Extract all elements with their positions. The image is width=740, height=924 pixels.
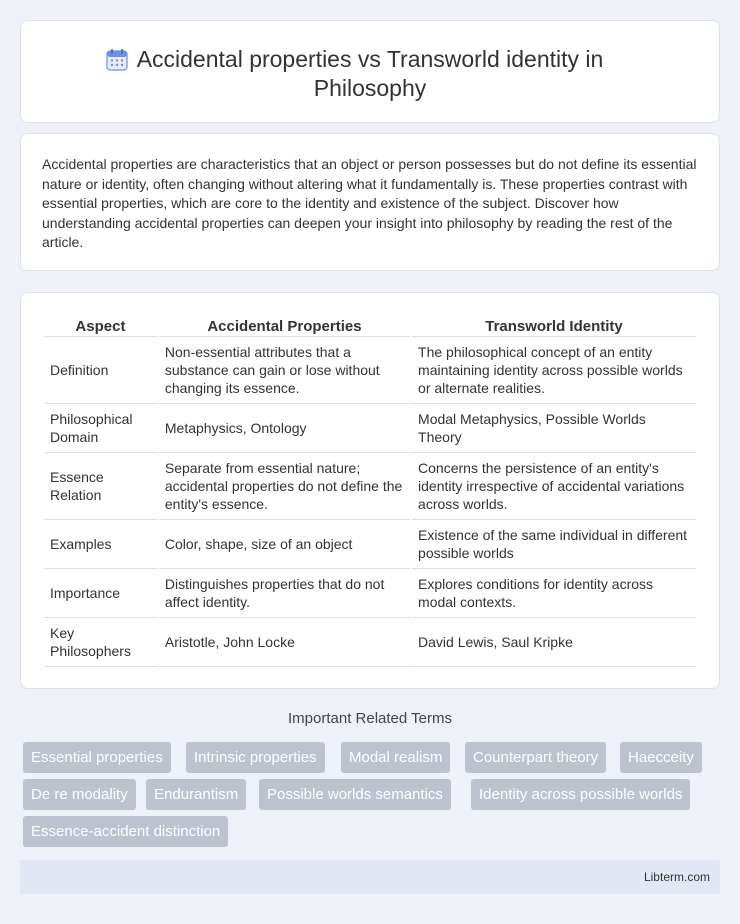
table-cell: Separate from essential nature; accidental properties do not define the entity's essence. <box>159 453 410 520</box>
footer-site-link[interactable]: Libterm.com <box>643 870 710 884</box>
tag-counterpart-theory[interactable]: Counterpart theory <box>465 742 606 773</box>
header-accidental-properties: Accidental Properties <box>159 315 410 337</box>
tag-identity-across-possible-worlds[interactable]: Identity across possible worlds <box>471 779 690 810</box>
page-title-line1: Accidental properties vs Transworld identity in <box>136 46 604 72</box>
comparison-table <box>42 315 698 667</box>
table-header-row <box>44 315 696 337</box>
table-cell: Examples <box>44 520 157 569</box>
table-cell: Importance <box>44 569 157 618</box>
table-cell: Distinguishes properties that do not affect identity. <box>159 569 410 618</box>
header-transworld-identity: Transworld Identity <box>412 315 696 337</box>
footer <box>20 860 720 894</box>
table-cell: Existence of the same individual in different possible worlds <box>412 520 696 569</box>
intro-paragraph: Accidental properties are characteristics that an object or person possesses but do not define its essential nature or identity, often changing without altering what it fundamentally is. These properties contrast with essential properties, which are core to the identity and existence of the subject. Discover how understanding accidental properties can deepen your insight into philosophy by reading the rest of the article. <box>42 156 697 251</box>
table-cell: Non-essential attributes that a substance can gain or lose without changing its essence. <box>159 337 410 404</box>
tag-de-re-modality[interactable]: De re modality <box>23 779 136 810</box>
table-row <box>44 453 696 520</box>
table-row <box>44 404 696 453</box>
table-row <box>44 569 696 618</box>
page-title-line2: Philosophy <box>313 75 427 101</box>
table-cell: Key Philosophers <box>44 618 157 667</box>
tag-essence-accident-distinction[interactable]: Essence-accident distinction <box>23 816 228 847</box>
page-title <box>21 45 719 103</box>
related-terms-heading: Important Related Terms <box>288 710 452 727</box>
title-card <box>20 20 720 123</box>
tag-haecceity[interactable]: Haecceity <box>620 742 702 773</box>
table-cell: The philosophical concept of an entity maintaining identity across possible worlds or alternate realities. <box>412 337 696 404</box>
tag-modal-realism[interactable]: Modal realism <box>341 742 450 773</box>
table-cell: Modal Metaphysics, Possible Worlds Theory <box>412 404 696 453</box>
table-row <box>44 520 696 569</box>
table-cell: David Lewis, Saul Kripke <box>412 618 696 667</box>
table-row <box>44 618 696 667</box>
tag-essential-properties[interactable]: Essential properties <box>23 742 171 773</box>
table-row <box>44 337 696 404</box>
table-cell: Aristotle, John Locke <box>159 618 410 667</box>
table-cell: Concerns the persistence of an entity's identity irrespective of accidental variations across worlds. <box>412 453 696 520</box>
table-cell: Metaphysics, Ontology <box>159 404 410 453</box>
header-aspect: Aspect <box>44 315 157 337</box>
tag-intrinsic-properties[interactable]: Intrinsic properties <box>186 742 325 773</box>
table-cell: Color, shape, size of an object <box>159 520 410 569</box>
comparison-card <box>20 292 720 689</box>
table-cell: Explores conditions for identity across modal contexts. <box>412 569 696 618</box>
table-cell: Essence Relation <box>44 453 157 520</box>
tag-endurantism[interactable]: Endurantism <box>146 779 246 810</box>
table-cell: Definition <box>44 337 157 404</box>
tag-possible-worlds-semantics[interactable]: Possible worlds semantics <box>259 779 451 810</box>
intro-card <box>20 133 720 271</box>
table-cell: Philosophical Domain <box>44 404 157 453</box>
